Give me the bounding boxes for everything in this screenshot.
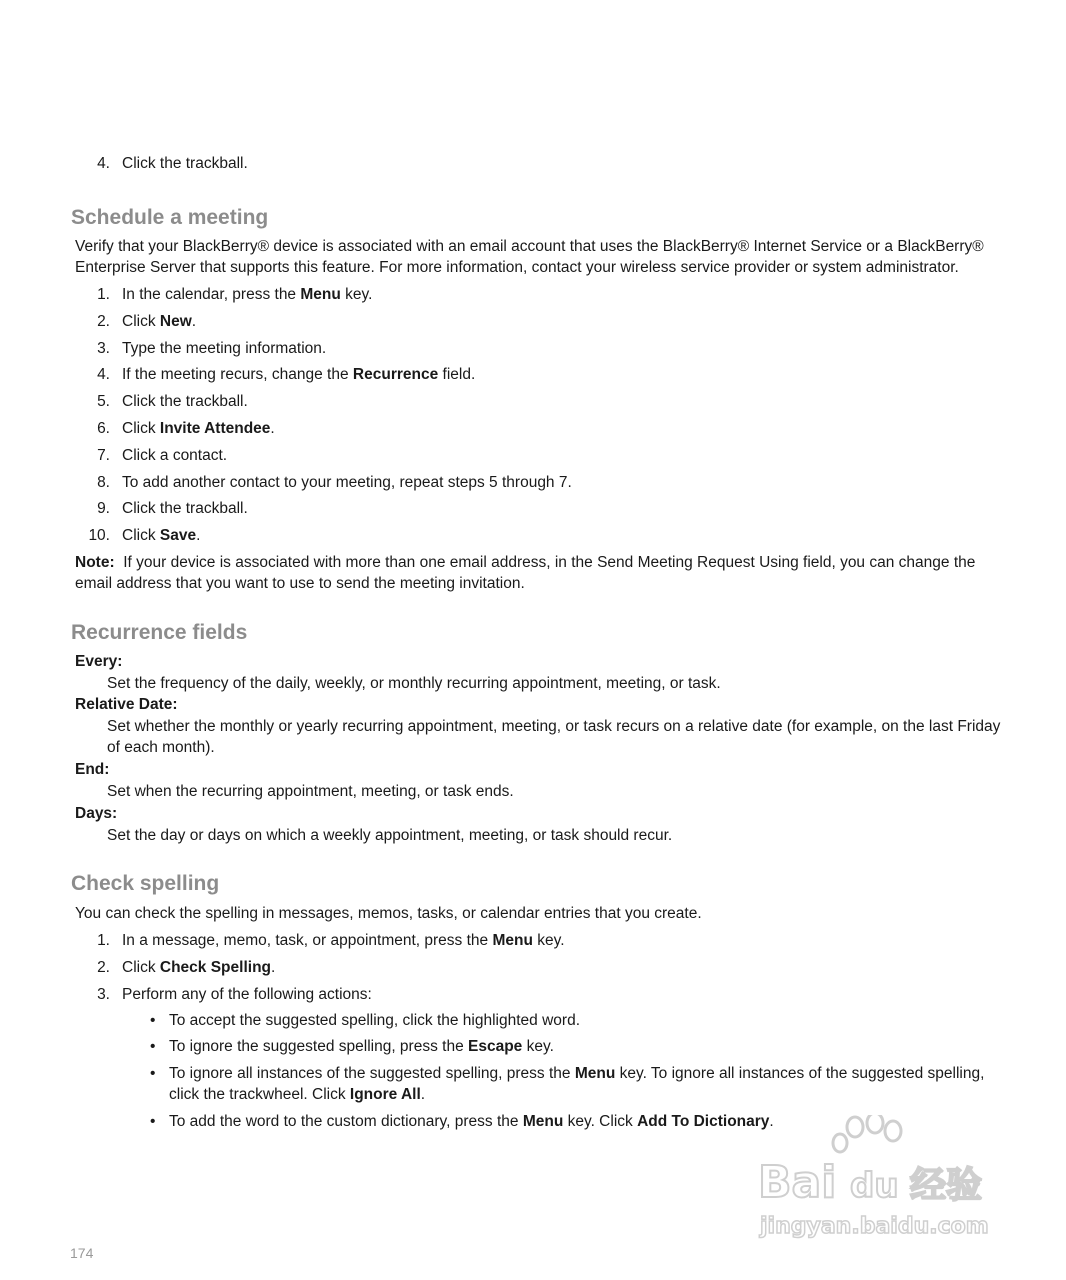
svg-text:jingyan.baidu.com: jingyan.baidu.com <box>760 1214 989 1239</box>
bullet-ui-label: Add To Dictionary <box>637 1113 770 1130</box>
field-term: Every: <box>75 653 123 670</box>
step-text <box>122 984 372 1005</box>
step-text <box>122 284 372 305</box>
step-number: 4. <box>97 155 110 172</box>
step-text <box>122 957 275 978</box>
step-text-part: To add another contact to your meeting, repeat steps 5 through 7. <box>122 473 572 491</box>
field-definition: Set when the recurring appointment, meeting, or task ends. <box>107 783 514 800</box>
step-text <box>122 391 248 412</box>
step-text-part: In a message, memo, task, or appointment, press the <box>122 932 493 949</box>
step-text <box>122 364 475 385</box>
step-number: 10. <box>88 527 110 545</box>
step-text <box>122 525 200 546</box>
step-ui-label: Recurrence <box>352 366 439 384</box>
field-definition: Set the frequency of the daily, weekly, or monthly recurring appointment, meeting, or task. <box>107 675 721 692</box>
bullet-ui-label: Menu <box>574 1065 616 1082</box>
bullet-text-part: To add the word to the custom dictionary, press the <box>169 1113 523 1130</box>
bullet-text-part: key. To ignore all instances of the suggested spelling, click the trackwheel. Click <box>169 1065 985 1103</box>
step-ui-label: Check Spelling <box>159 958 272 976</box>
bullet-text-part: To ignore all instances of the suggested spelling, press the <box>169 1065 575 1082</box>
step-text-part: Click <box>122 527 160 545</box>
bullet-ui-label: Menu <box>522 1113 564 1130</box>
step-text <box>122 498 248 519</box>
step-number: 2. <box>97 312 110 330</box>
intro-paragraph: Verify that your BlackBerry® device is associated with an email account that uses the BlackBerry® Internet Service or a BlackBerry® Enterprise Server that supports this feature. For more information, contact your wireless service provider or system administrator. <box>75 238 984 276</box>
bullet-text <box>169 1010 1009 1031</box>
bullet-text-part: To ignore the suggested spelling, press the <box>169 1038 468 1055</box>
step-text-part: Click <box>122 958 160 976</box>
step-text-part: Click the trackball. <box>122 500 248 518</box>
step-ui-label: Menu <box>492 932 533 949</box>
step-number: 7. <box>97 446 110 464</box>
field-term: Relative Date: <box>75 696 178 713</box>
step-number: 1. <box>97 286 110 303</box>
step-text: Click the trackball. <box>122 155 248 172</box>
bullet-icon: • <box>150 1065 156 1082</box>
bullet-icon: • <box>150 1113 156 1130</box>
step-text <box>122 338 326 359</box>
step-text-part: key. <box>532 932 565 949</box>
step-ui-label: Save <box>159 527 197 545</box>
bullet-text-part: key. <box>522 1038 554 1055</box>
step-text <box>122 930 565 951</box>
step-number: 6. <box>97 420 110 437</box>
step-text-part: Click <box>122 312 160 330</box>
baidu-watermark-logo <box>750 1115 1010 1245</box>
step-number: 8. <box>97 473 110 491</box>
svg-text:du: du <box>850 1166 899 1206</box>
field-definition: Set whether the monthly or yearly recurring appointment, meeting, or task recurs on a relative date (for example, on the last Friday of each month). <box>107 718 1001 756</box>
svg-text:经验: 经验 <box>910 1165 983 1206</box>
field-term: Days: <box>75 805 118 822</box>
field-term: End: <box>75 761 110 778</box>
bullet-icon: • <box>150 1012 156 1029</box>
step-ui-label: Menu <box>300 286 341 303</box>
step-text <box>122 472 572 493</box>
step-text-part: Click a contact. <box>122 446 228 464</box>
step-ui-label: Invite Attendee <box>159 420 271 437</box>
step-number: 1. <box>97 932 110 949</box>
step-number: 9. <box>97 500 110 518</box>
field-definition: Set the day or days on which a weekly appointment, meeting, or task should recur. <box>107 827 673 844</box>
bullet-text <box>169 1036 1009 1057</box>
svg-text:Bai: Bai <box>758 1157 837 1208</box>
bullet-ui-label: Escape <box>468 1038 523 1055</box>
step-text-part: Click the trackball. <box>122 393 248 411</box>
section-title-schedule-meeting: Schedule a meeting <box>71 206 269 229</box>
bullet-text-part: To accept the suggested spelling, click the highlighted word. <box>169 1012 580 1029</box>
note-label: Note: <box>75 554 115 571</box>
bullet-text <box>169 1063 1009 1105</box>
step-text-part: Click <box>122 420 160 437</box>
section-title-check-spelling: Check spelling <box>71 872 220 895</box>
step-ui-label: New <box>159 312 192 330</box>
step-text-part: key. <box>340 286 373 303</box>
note-text: If your device is associated with more than one email address, in the Send Meeting Request Using field, you can change the email address that you want to use to send the meeting invitation. <box>75 554 976 592</box>
step-number: 3. <box>97 339 110 357</box>
note <box>75 552 1005 594</box>
step-number: 4. <box>97 366 110 384</box>
step-number: 3. <box>97 985 110 1003</box>
step-text-part: . <box>270 420 275 437</box>
bullet-text-part: key. Click <box>563 1113 638 1130</box>
bullet-text-part: . <box>420 1086 426 1103</box>
step-text-part: Type the meeting information. <box>122 339 327 357</box>
step-text-part: . <box>196 527 201 545</box>
section-title-recurrence-fields: Recurrence fields <box>71 621 248 644</box>
step-text <box>122 418 275 439</box>
step-text <box>122 445 227 466</box>
step-text-part: . <box>271 958 276 976</box>
step-text-part: field. <box>438 366 476 384</box>
page-number: 174 <box>70 1245 94 1261</box>
step-number: 2. <box>97 958 110 976</box>
bullet-text-part: . <box>769 1113 774 1130</box>
bullet-icon: • <box>150 1038 156 1055</box>
step-text-part: Perform any of the following actions: <box>122 985 372 1003</box>
step-text-part: . <box>191 312 197 330</box>
step-text <box>122 311 196 332</box>
bullet-ui-label: Ignore All <box>349 1086 421 1103</box>
intro-paragraph: You can check the spelling in messages, memos, tasks, or calendar entries that you create. <box>75 905 702 922</box>
step-number: 5. <box>97 393 110 411</box>
step-text-part: In the calendar, press the <box>122 286 301 303</box>
step-text-part: If the meeting recurs, change the <box>122 366 353 384</box>
